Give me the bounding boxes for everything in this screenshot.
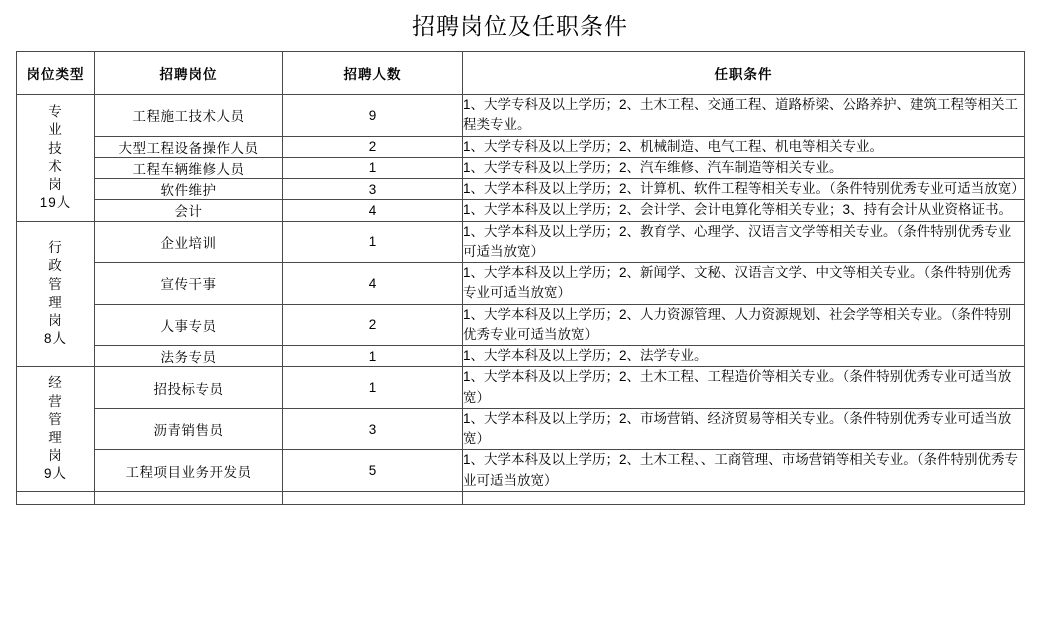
category-count: 8人 xyxy=(43,331,67,347)
table-row xyxy=(17,367,1025,409)
table-row xyxy=(17,450,1025,492)
headcount-value: 1 xyxy=(283,367,463,409)
post-name: 人事专员 xyxy=(95,304,283,346)
headcount-value: 9 xyxy=(283,95,463,137)
post-name: 法务专员 xyxy=(95,346,283,367)
category-char: 营 xyxy=(48,393,63,409)
headcount-value: 1 xyxy=(283,157,463,178)
post-name: 宣传干事 xyxy=(95,263,283,305)
post-name: 会计 xyxy=(95,200,283,221)
column-header-headcount: 招聘人数 xyxy=(283,52,463,95)
post-cell-empty xyxy=(95,491,283,504)
column-header-post: 招聘岗位 xyxy=(95,52,283,95)
category-char: 业 xyxy=(48,122,63,138)
category-cell-business xyxy=(17,367,95,492)
post-name: 工程项目业务开发员 xyxy=(95,450,283,492)
post-name: 软件维护 xyxy=(95,179,283,200)
post-name: 沥青销售员 xyxy=(95,408,283,450)
requirements-text: 1、大学本科及以上学历；2、法学专业。 xyxy=(463,346,1025,367)
headcount-value: 4 xyxy=(283,200,463,221)
category-char: 岗 xyxy=(48,448,63,464)
post-name: 招投标专员 xyxy=(95,367,283,409)
category-char: 经 xyxy=(48,375,63,391)
table-row xyxy=(17,157,1025,178)
post-name: 企业培训 xyxy=(95,221,283,263)
requirements-text: 1、大学本科及以上学历；2、教育学、心理学、汉语言文学等相关专业。（条件特别优秀专业可适当放宽） xyxy=(463,221,1025,263)
category-count: 9人 xyxy=(43,466,67,482)
column-header-requirements: 任职条件 xyxy=(463,52,1025,95)
requirements-text: 1、大学本科及以上学历；2、新闻学、文秘、汉语言文学、中文等相关专业。（条件特别优秀专业可适当放宽） xyxy=(463,263,1025,305)
headcount-value: 3 xyxy=(283,179,463,200)
category-char: 管 xyxy=(48,411,63,427)
requirements-text: 1、大学本科及以上学历；2、人力资源管理、人力资源规划、社会学等相关专业。（条件特别优秀专业可适当放宽） xyxy=(463,304,1025,346)
requirements-text: 1、大学本科及以上学历；2、土木工程、、工商管理、市场营销等相关专业。（条件特别优秀专业可适当放宽） xyxy=(463,450,1025,492)
table-row xyxy=(17,200,1025,221)
table-row xyxy=(17,304,1025,346)
requirements-text: 1、大学专科及以上学历；2、土木工程、交通工程、道路桥梁、公路养护、建筑工程等相关工程类专业。 xyxy=(463,95,1025,137)
table-row xyxy=(17,179,1025,200)
post-name: 工程车辆维修人员 xyxy=(95,157,283,178)
category-char: 管 xyxy=(48,276,63,292)
requirements-cell-empty xyxy=(463,491,1025,504)
requirements-text: 1、大学本科及以上学历；2、计算机、软件工程等相关专业。（条件特别优秀专业可适当放宽） xyxy=(463,179,1025,200)
headcount-cell-empty xyxy=(283,491,463,504)
headcount-value: 5 xyxy=(283,450,463,492)
category-cell-empty xyxy=(17,491,95,504)
headcount-value: 2 xyxy=(283,136,463,157)
post-name: 工程施工技术人员 xyxy=(95,95,283,137)
category-cell-technical xyxy=(17,95,95,222)
category-char: 术 xyxy=(48,158,63,174)
requirements-text: 1、大学专科及以上学历；2、汽车维修、汽车制造等相关专业。 xyxy=(463,157,1025,178)
recruitment-table xyxy=(16,51,1025,505)
category-char: 行 xyxy=(48,240,63,256)
category-char: 政 xyxy=(48,258,63,274)
headcount-value: 3 xyxy=(283,408,463,450)
table-row xyxy=(17,221,1025,263)
category-char: 专 xyxy=(48,104,63,120)
requirements-text: 1、大学专科及以上学历；2、机械制造、电气工程、机电等相关专业。 xyxy=(463,136,1025,157)
headcount-value: 1 xyxy=(283,346,463,367)
page-title: 招聘岗位及任职条件 xyxy=(412,14,628,39)
category-count: 19人 xyxy=(39,195,72,211)
headcount-value: 1 xyxy=(283,221,463,263)
table-row-partial xyxy=(17,491,1025,504)
category-char: 岗 xyxy=(48,176,63,192)
category-char: 理 xyxy=(48,294,63,310)
table-row xyxy=(17,136,1025,157)
requirements-text: 1、大学本科及以上学历；2、土木工程、工程造价等相关专业。（条件特别优秀专业可适当放宽） xyxy=(463,367,1025,409)
headcount-value: 2 xyxy=(283,304,463,346)
category-char: 技 xyxy=(48,140,63,156)
column-header-category: 岗位类型 xyxy=(17,52,95,95)
headcount-value: 4 xyxy=(283,263,463,305)
table-row xyxy=(17,408,1025,450)
category-char: 理 xyxy=(48,430,63,445)
table-row xyxy=(17,346,1025,367)
table-row xyxy=(17,95,1025,137)
requirements-text: 1、大学本科及以上学历；2、市场营销、经济贸易等相关专业。（条件特别优秀专业可适当放宽） xyxy=(463,408,1025,450)
category-cell-administrative xyxy=(17,221,95,367)
table-header-row xyxy=(17,52,1025,95)
post-name: 大型工程设备操作人员 xyxy=(95,136,283,157)
table-row xyxy=(17,263,1025,305)
requirements-text: 1、大学本科及以上学历；2、会计学、会计电算化等相关专业；3、持有会计从业资格证书。 xyxy=(463,200,1025,221)
category-char: 岗 xyxy=(48,313,63,329)
